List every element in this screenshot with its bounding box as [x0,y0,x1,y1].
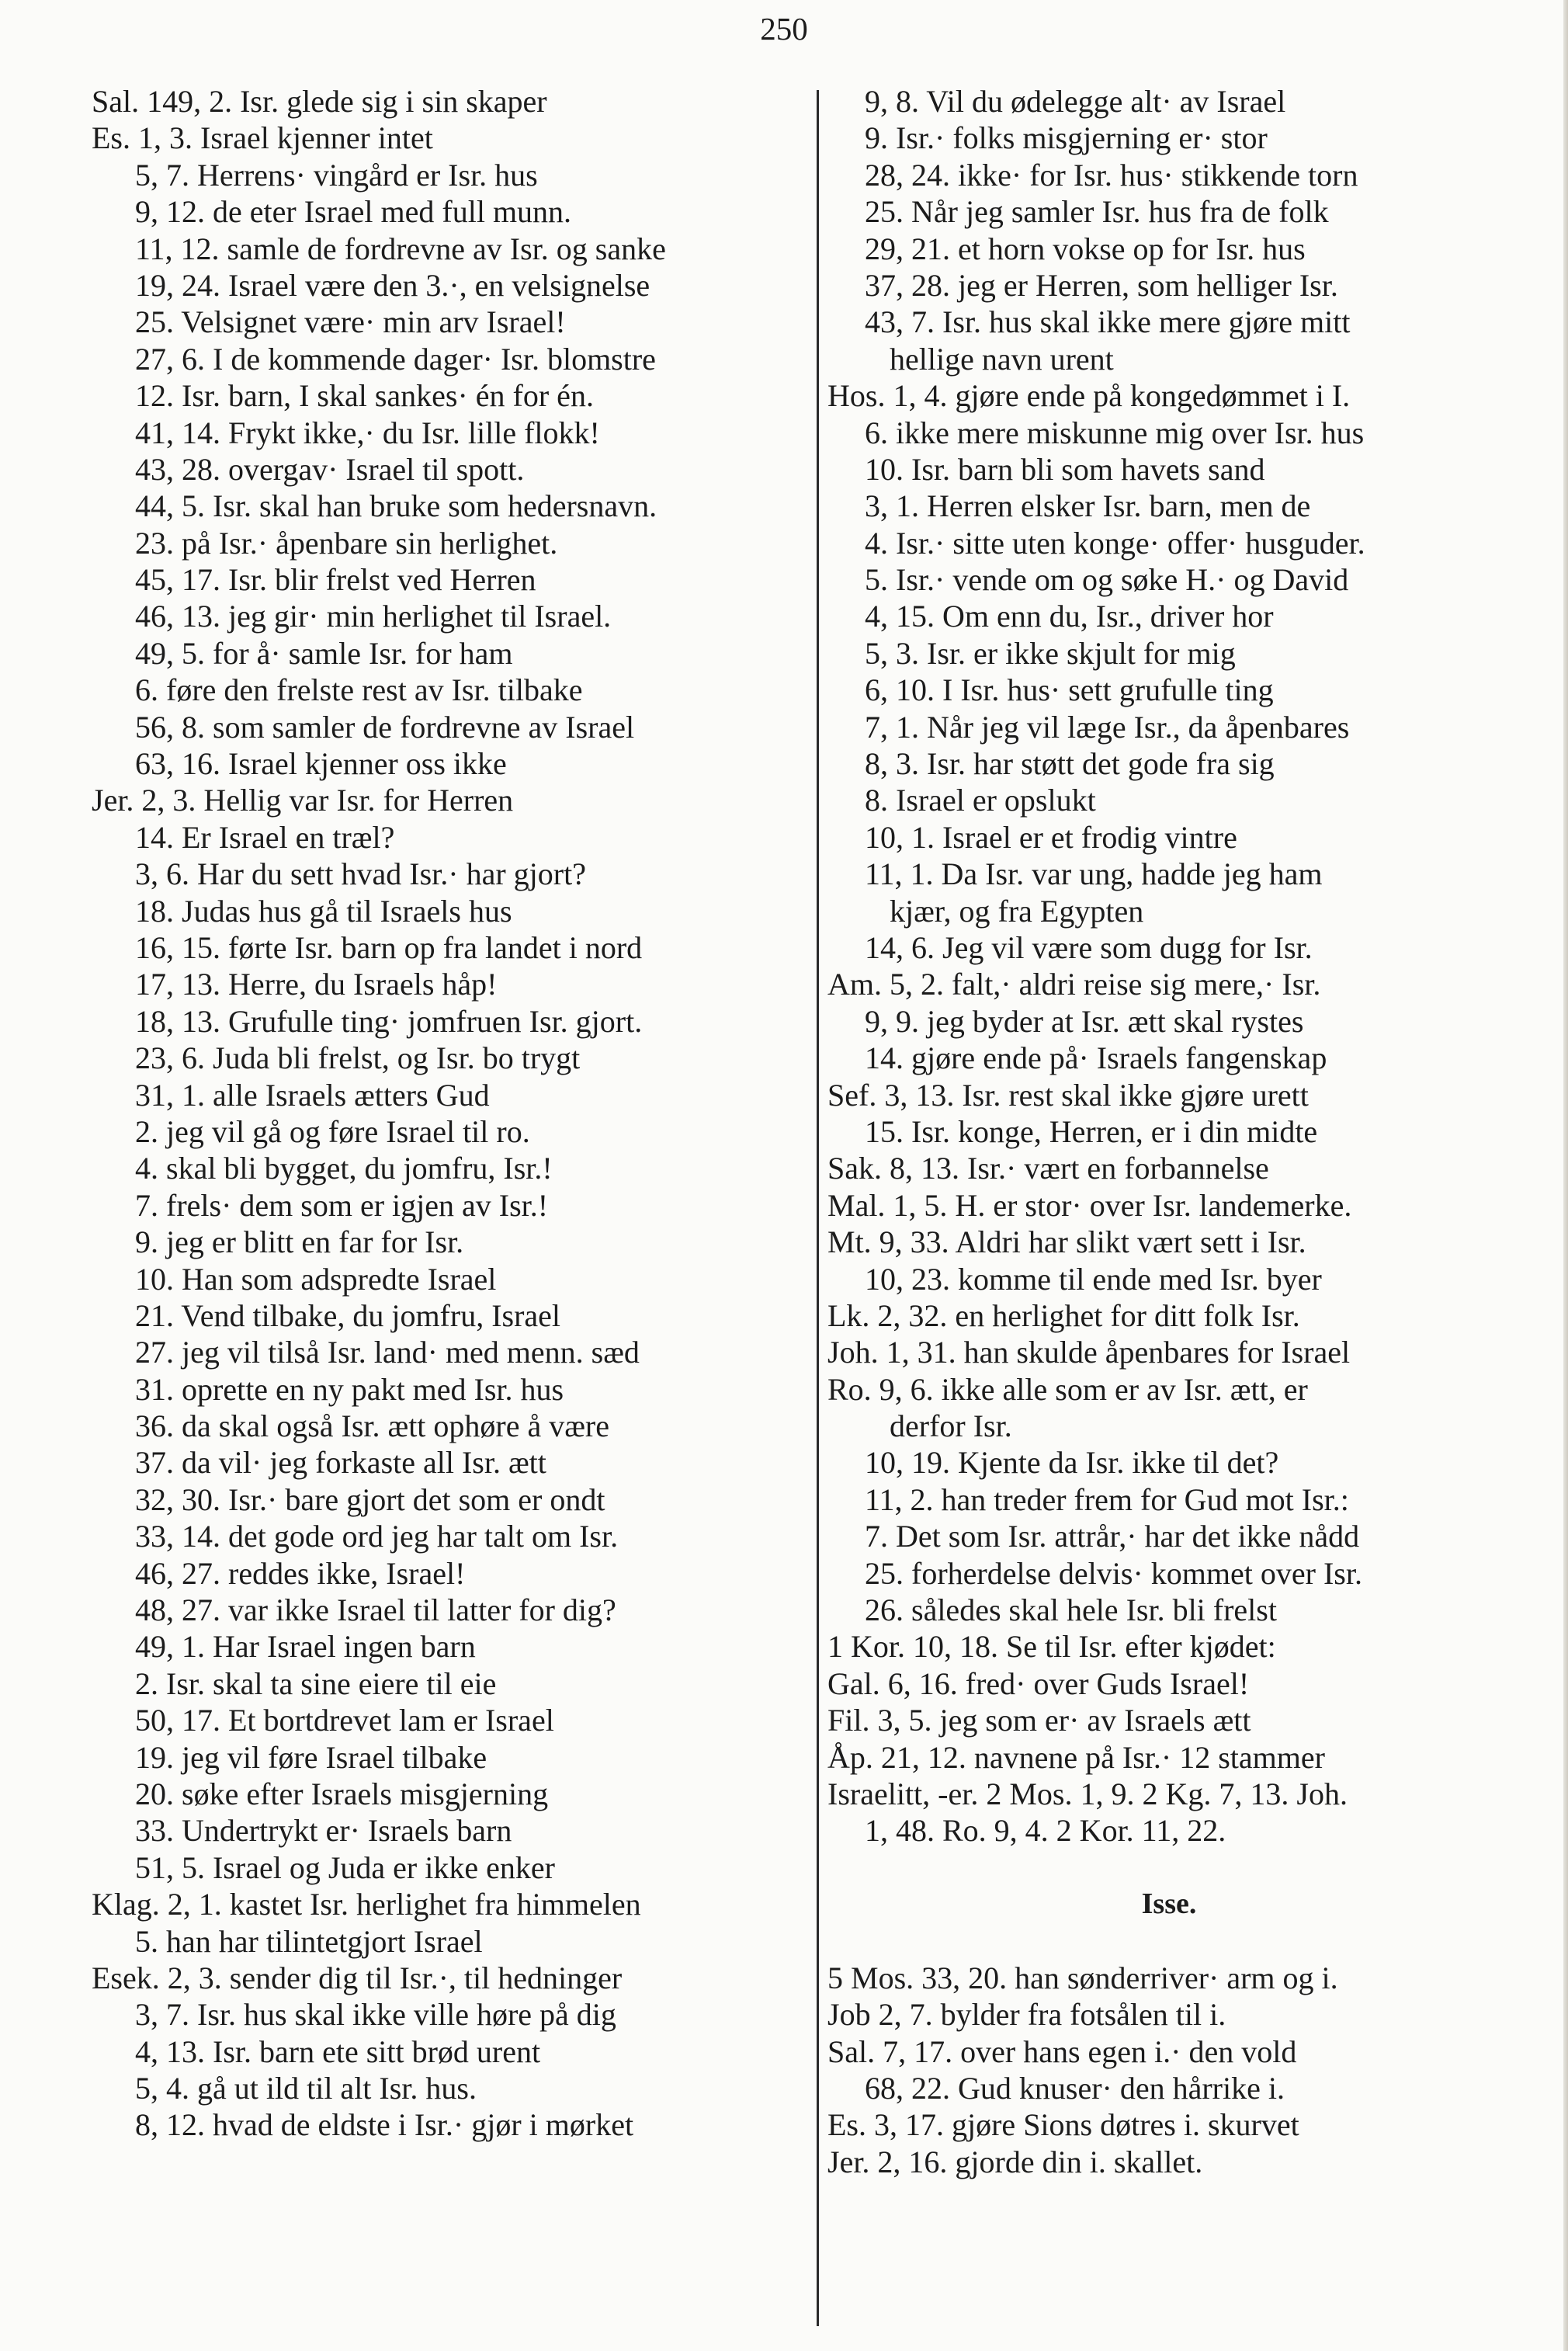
concordance-entry: 19, 24. Israel være den 3.·, en velsignelse [135,267,650,303]
concordance-entry: 32, 30. Isr.· bare gjort det som er ondt [135,1481,605,1517]
concordance-entry: 20. søke efter Israels misgjerning [135,1776,549,1811]
concordance-entry: 45, 17. Isr. blir frelst ved Herren [135,562,536,598]
concordance-entry: 9, 9. jeg byder at Isr. ætt skal rystes [865,1003,1304,1039]
concordance-entry: 6. ikke mere miskunne mig over Isr. hus [865,415,1365,450]
concordance-entry: 27. jeg vil tilså Isr. land· med menn. sæd [135,1335,640,1370]
concordance-entry: 4, 13. Isr. barn ete sitt brød urent [135,2033,541,2069]
concordance-entry: 10. Han som adspredte Israel [135,1261,497,1297]
concordance-entry: Åp. 21, 12. navnene på Isr.· 12 stammer [827,1739,1325,1775]
concordance-entry: 11, 1. Da Isr. var ung, hadde jeg ham [865,856,1323,892]
concordance-entry: Sal. 149, 2. Isr. glede sig i sin skaper [92,84,547,119]
concordance-entry: 36. da skal også Isr. ætt ophøre å være [135,1408,609,1444]
concordance-entry: 5 Mos. 33, 20. han sønderriver· arm og i. [827,1960,1338,1995]
concordance-entry: 4. Isr.· sitte uten konge· offer· husguder. [865,525,1365,561]
concordance-entry: 28, 24. ikke· for Isr. hus· stikkende torn [865,157,1358,193]
concordance-entry: 11, 12. samle de fordrevne av Isr. og sanke [135,231,666,266]
concordance-entry: Fil. 3, 5. jeg som er· av Israels ætt [827,1703,1251,1738]
concordance-entry: 43, 28. overgav· Israel til spott. [135,451,525,487]
concordance-entry: kjær, og fra Egypten [890,893,1144,929]
concordance-entry: Mal. 1, 5. H. er stor· over Isr. landemerke. [827,1187,1352,1223]
concordance-entry: 25. forherdelse delvis· kommet over Isr. [865,1555,1362,1591]
concordance-entry: 10, 19. Kjente da Isr. ikke til det? [865,1445,1279,1481]
concordance-entry: 5, 3. Isr. er ikke skjult for mig [865,635,1236,671]
concordance-entry: 5, 4. gå ut ild til alt Isr. hus. [135,2071,477,2106]
concordance-entry: Es. 3, 17. gjøre Sions døtres i. skurvet [827,2107,1299,2143]
concordance-entry: 17, 13. Herre, du Israels håp! [135,967,498,1002]
concordance-entry: 11, 2. han treder frem for Gud mot Isr.: [865,1481,1349,1517]
concordance-entry: 29, 21. et horn vokse op for Isr. hus [865,231,1306,266]
concordance-entry: 14. Er Israel en træl? [135,819,395,855]
concordance-entry: 25. Når jeg samler Isr. hus fra de folk [865,194,1329,230]
concordance-entry: 37. da vil· jeg forkaste all Isr. ætt [135,1445,546,1481]
concordance-entry: 37, 28. jeg er Herren, som helliger Isr. [865,267,1338,303]
section-heading: Isse. [1141,1887,1197,1921]
concordance-entry: Ro. 9, 6. ikke alle som er av Isr. ætt, er [827,1371,1308,1407]
concordance-entry: 6. føre den frelste rest av Isr. tilbake [135,672,583,708]
concordance-entry: 5. han har tilintetgjort Israel [135,1923,483,1959]
concordance-entry: Israelitt, -er. 2 Mos. 1, 9. 2 Kg. 7, 13. Joh. [827,1776,1348,1811]
concordance-entry: 12. Isr. barn, I skal sankes· én for én. [135,378,594,414]
concordance-entry: 26. således skal hele Isr. bli frelst [865,1592,1277,1628]
concordance-entry: 1, 48. Ro. 9, 4. 2 Kor. 11, 22. [865,1813,1226,1849]
page-edge [1563,0,1568,2351]
concordance-entry: 10, 23. komme til ende med Isr. byer [865,1261,1322,1297]
concordance-entry: 56, 8. som samler de fordrevne av Israel [135,709,635,745]
concordance-entry: 33, 14. det gode ord jeg har talt om Isr. [135,1519,619,1554]
concordance-entry: 46, 13. jeg gir· min herlighet til Israel. [135,599,612,634]
concordance-entry: 9, 8. Vil du ødelegge alt· av Israel [865,84,1286,119]
concordance-entry: 31. oprette en ny pakt med Isr. hus [135,1371,564,1407]
concordance-entry: 19. jeg vil føre Israel tilbake [135,1739,487,1775]
spacer [827,1849,1511,1886]
concordance-entry: Hos. 1, 4. gjøre ende på kongedømmet i I. [827,378,1351,414]
concordance-entry: 7. frels· dem som er igjen av Isr.! [135,1187,549,1223]
concordance-entry: 5. Isr.· vende om og søke H.· og David [865,562,1349,598]
concordance-entry: 18, 13. Grufulle ting· jomfruen Isr. gjort. [135,1003,643,1039]
concordance-entry: 18. Judas hus gå til Israels hus [135,893,512,929]
concordance-entry: 1 Kor. 10, 18. Se til Isr. efter kjødet: [827,1629,1276,1665]
concordance-entry: 8. Israel er opslukt [865,783,1096,818]
concordance-entry: 10, 1. Israel er et frodig vintre [865,819,1237,855]
spacer [827,1923,1511,1960]
concordance-entry: 8, 3. Isr. har støtt det gode fra sig [865,746,1275,782]
concordance-entry: Jer. 2, 16. gjorde din i. skallet. [827,2144,1203,2179]
concordance-entry: 4, 15. Om enn du, Isr., driver hor [865,599,1274,634]
concordance-entry: 14. gjøre ende på· Israels fangenskap [865,1040,1327,1076]
concordance-entry: 49, 5. for å· samle Isr. for ham [135,635,513,671]
concordance-entry: Es. 1, 3. Israel kjenner intet [92,120,433,156]
concordance-entry: 27, 6. I de kommende dager· Isr. blomstre [135,341,656,377]
concordance-entry: Sak. 8, 13. Isr.· vært en forbannelse [827,1151,1269,1186]
concordance-entry: 6, 10. I Isr. hus· sett grufulle ting [865,672,1274,708]
column-divider [817,90,819,2326]
concordance-entry: 23, 6. Juda bli frelst, og Isr. bo trygt [135,1040,581,1076]
concordance-entry: 48, 27. var ikke Israel til latter for dig? [135,1592,616,1628]
concordance-entry: 5, 7. Herrens· vingård er Isr. hus [135,157,538,193]
concordance-entry: Gal. 6, 16. fred· over Guds Israel! [827,1665,1250,1701]
concordance-entry: 16, 15. førte Isr. barn op fra landet i nord [135,929,643,965]
concordance-entry: 43, 7. Isr. hus skal ikke mere gjøre mitt [865,304,1351,340]
concordance-entry: 9. jeg er blitt en far for Isr. [135,1224,464,1260]
concordance-entry: derfor Isr. [890,1408,1012,1444]
concordance-entry: 23. på Isr.· åpenbare sin herlighet. [135,525,558,561]
right-column [827,83,1511,2180]
concordance-entry: 3, 6. Har du sett hvad Isr.· har gjort? [135,856,586,892]
concordance-entry: Jer. 2, 3. Hellig var Isr. for Herren [92,783,514,818]
concordance-entry: 2. jeg vil gå og føre Israel til ro. [135,1113,530,1149]
concordance-entry: 51, 5. Israel og Juda er ikke enker [135,1849,555,1885]
concordance-entry: 7. Det som Isr. attrår,· har det ikke nådd [865,1519,1360,1554]
concordance-entry: 15. Isr. konge, Herren, er i din midte [865,1113,1318,1149]
concordance-entry: 14, 6. Jeg vil være som dugg for Isr. [865,929,1313,965]
concordance-entry: 8, 12. hvad de eldste i Isr.· gjør i mørket [135,2107,634,2143]
concordance-entry: 44, 5. Isr. skal han bruke som hedersnavn. [135,488,657,524]
left-column [92,83,817,2144]
concordance-entry: 10. Isr. barn bli som havets sand [865,451,1265,487]
concordance-entry: Sal. 7, 17. over hans egen i.· den vold [827,2033,1297,2069]
concordance-entry: 33. Undertrykt er· Israels barn [135,1813,512,1849]
concordance-entry: 3, 1. Herren elsker Isr. barn, men de [865,488,1311,524]
concordance-entry: 50, 17. Et bortdrevet lam er Israel [135,1703,554,1738]
concordance-entry: Mt. 9, 33. Aldri har slikt vært sett i Isr. [827,1224,1306,1260]
concordance-entry: 7, 1. Når jeg vil læge Isr., da åpenbares [865,709,1350,745]
concordance-entry: 49, 1. Har Israel ingen barn [135,1629,476,1665]
concordance-entry: Am. 5, 2. falt,· aldri reise sig mere,· Isr. [827,967,1321,1002]
concordance-entry: 25. Velsignet være· min arv Israel! [135,304,566,340]
concordance-entry: Sef. 3, 13. Isr. rest skal ikke gjøre urett [827,1077,1309,1113]
concordance-entry: Esek. 2, 3. sender dig til Isr.·, til hedninger [92,1960,623,1995]
concordance-entry: 3, 7. Isr. hus skal ikke ville høre på dig [135,1997,616,2033]
concordance-entry: 46, 27. reddes ikke, Israel! [135,1555,466,1591]
concordance-entry: 9. Isr.· folks misgjerning er· stor [865,120,1268,156]
concordance-entry: 31, 1. alle Israels ætters Gud [135,1077,490,1113]
concordance-entry: 4. skal bli bygget, du jomfru, Isr.! [135,1151,553,1186]
concordance-entry: 2. Isr. skal ta sine eiere til eie [135,1665,497,1701]
concordance-entry: Job 2, 7. bylder fra fotsålen til i. [827,1997,1226,2033]
concordance-entry: 21. Vend tilbake, du jomfru, Israel [135,1297,561,1333]
concordance-entry: 9, 12. de eter Israel med full munn. [135,194,572,230]
concordance-entry: hellige navn urent [890,341,1114,377]
concordance-entry: 41, 14. Frykt ikke,· du Isr. lille flokk! [135,415,600,450]
concordance-entry: 63, 16. Israel kjenner oss ikke [135,746,507,782]
concordance-entry: 68, 22. Gud knuser· den hårrike i. [865,2071,1285,2106]
concordance-entry: Joh. 1, 31. han skulde åpenbares for Israel [827,1335,1351,1370]
concordance-entry: Lk. 2, 32. en herlighet for ditt folk Isr. [827,1297,1300,1333]
page-number: 250 [760,11,808,47]
concordance-entry: Klag. 2, 1. kastet Isr. herlighet fra himmelen [92,1887,641,1922]
